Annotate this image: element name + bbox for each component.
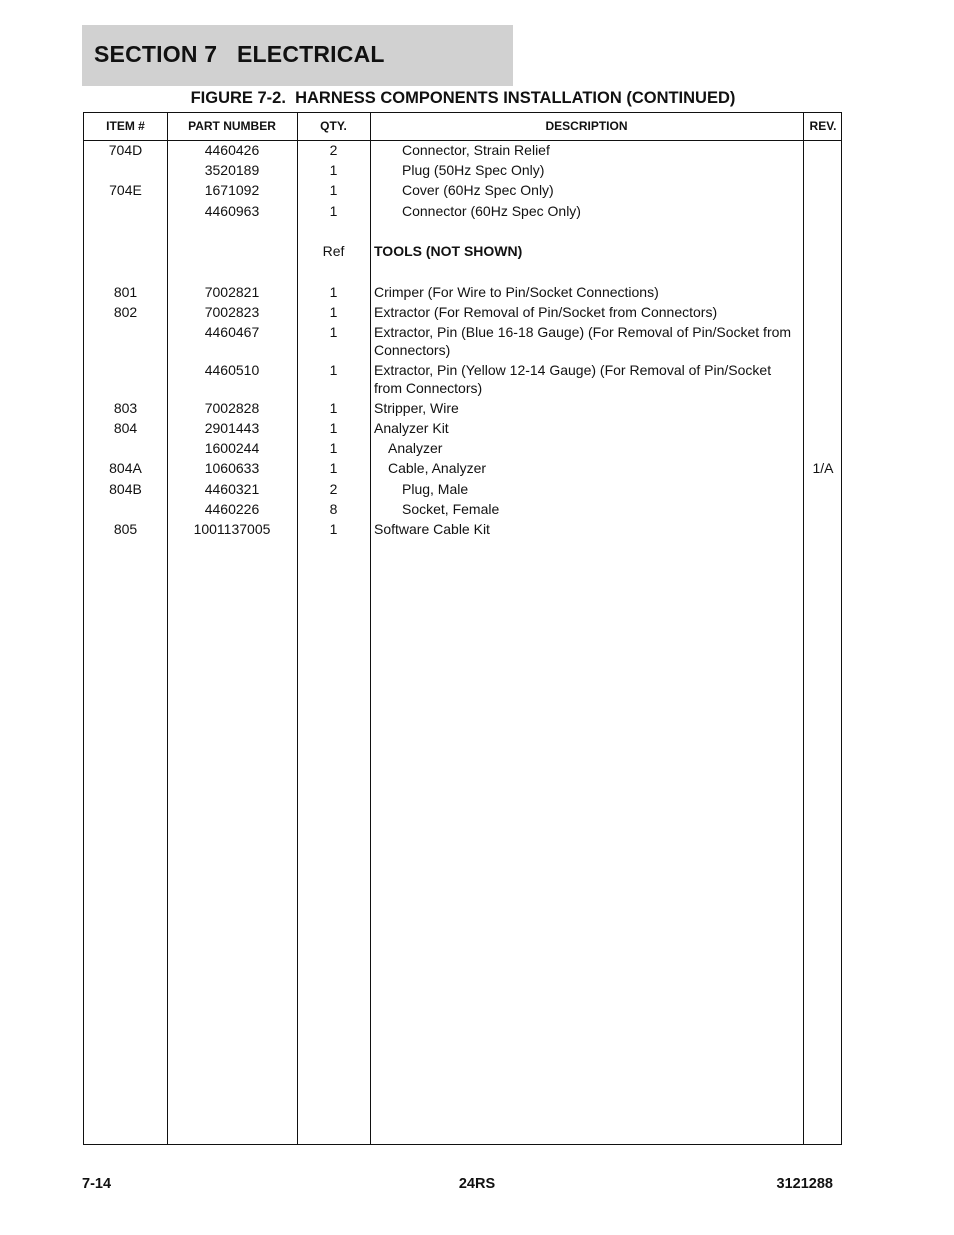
column-divider (297, 113, 298, 1144)
quantity: 1 (329, 460, 338, 477)
description: Software Cable Kit (374, 521, 490, 537)
description: Extractor (For Removal of Pin/Socket from Connectors) (374, 304, 718, 321)
quantity: 8 (329, 500, 338, 517)
description: Socket, Female (402, 500, 500, 517)
description: Plug (50Hz Spec Only) (402, 162, 545, 179)
description: TOOLS (NOT SHOWN) (374, 243, 523, 260)
part-number: 1600244 (204, 440, 260, 457)
description: Analyzer Kit (374, 420, 449, 436)
part-number: 4460510 (204, 362, 260, 379)
section-header-band (82, 25, 513, 86)
description: Stripper, Wire (374, 399, 459, 416)
part-number: 7002821 (204, 284, 260, 300)
part-number: 4460226 (204, 500, 260, 517)
header-rev: REV. (809, 119, 837, 133)
quantity: 1 (329, 399, 338, 416)
description: Plug, Male (402, 480, 469, 497)
part-number: 4460467 (204, 324, 260, 341)
part-number: 4460321 (204, 480, 260, 497)
header-qty: QTY. (320, 119, 347, 133)
part-number: 1060633 (204, 460, 260, 477)
item-number: 804B (109, 480, 142, 497)
description: Crimper (For Wire to Pin/Socket Connections) (374, 284, 659, 300)
quantity: 2 (329, 480, 338, 497)
part-number: 2901443 (204, 420, 260, 436)
quantity: 1 (329, 521, 338, 537)
item-number: 803 (113, 399, 138, 416)
part-number: 7002828 (204, 399, 260, 416)
description: Extractor, Pin (Yellow 12-14 Gauge) (For Removal of Pin/Socket from Connectors) (374, 362, 772, 396)
header-divider (84, 140, 841, 141)
quantity: 1 (329, 324, 338, 341)
column-divider (803, 113, 804, 1144)
column-divider (167, 113, 168, 1144)
description: Cable, Analyzer (388, 460, 487, 477)
parts-table (83, 112, 842, 1145)
header-part-number: PART NUMBER (188, 119, 276, 133)
quantity: 2 (329, 142, 338, 158)
section-title: SECTION 7 ELECTRICAL (94, 41, 385, 67)
item-number: 805 (113, 521, 138, 537)
part-number: 4460426 (204, 142, 260, 158)
part-number: 4460963 (204, 202, 260, 219)
quantity: 1 (329, 362, 338, 379)
item-number: 804A (109, 460, 142, 477)
quantity: Ref (322, 243, 345, 260)
item-number: 802 (113, 304, 138, 321)
revision: 1/A (812, 460, 834, 477)
model-name: 24RS (458, 1176, 496, 1192)
part-number: 1671092 (204, 182, 260, 199)
page-number: 7-14 (82, 1176, 112, 1192)
quantity: 1 (329, 162, 338, 179)
quantity: 1 (329, 420, 338, 436)
document-number: 3121288 (776, 1176, 833, 1192)
header-description: DESCRIPTION (545, 119, 628, 133)
item-number: 804 (113, 420, 138, 436)
item-number: 801 (113, 284, 138, 300)
item-number: 704D (108, 142, 143, 158)
quantity: 1 (329, 284, 338, 300)
description: Connector, Strain Relief (402, 142, 550, 158)
item-number: 704E (109, 182, 142, 199)
quantity: 1 (329, 440, 338, 457)
description: Cover (60Hz Spec Only) (402, 182, 554, 199)
description: Connector (60Hz Spec Only) (402, 202, 581, 219)
part-number: 3520189 (204, 162, 260, 179)
quantity: 1 (329, 182, 338, 199)
quantity: 1 (329, 202, 338, 219)
description: Analyzer (388, 440, 443, 457)
quantity: 1 (329, 304, 338, 321)
column-divider (370, 113, 371, 1144)
figure-title: FIGURE 7-2. HARNESS COMPONENTS INSTALLATION (CONTINUED) (190, 89, 736, 107)
description: Extractor, Pin (Blue 16-18 Gauge) (For Removal of Pin/Socket from Connectors) (374, 324, 792, 358)
part-number: 1001137005 (193, 521, 271, 537)
header-item: ITEM # (106, 119, 145, 133)
part-number: 7002823 (204, 304, 260, 321)
